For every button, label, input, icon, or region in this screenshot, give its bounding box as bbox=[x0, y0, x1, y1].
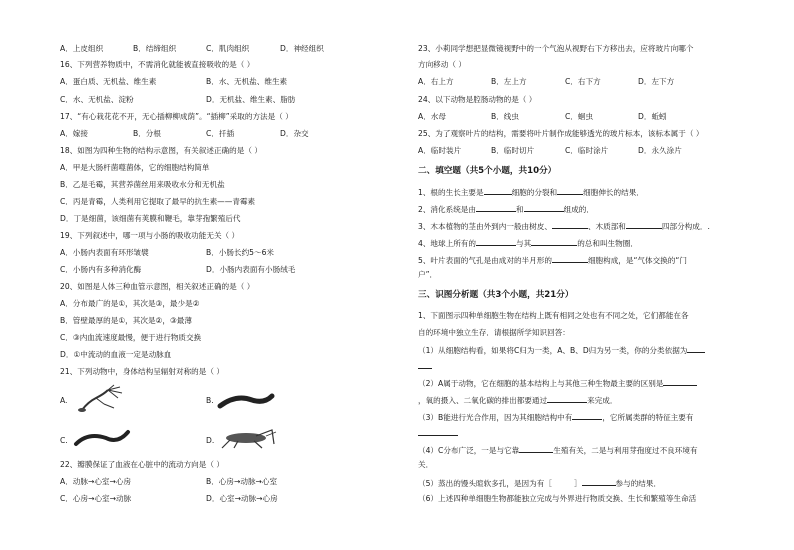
q17-option-d: D．杂交 bbox=[280, 129, 309, 138]
fill-1-part1: 1、根的生长主要是 bbox=[418, 188, 484, 197]
q20-option-b: B．管壁最厚的是①，其次是②，③最薄 bbox=[60, 316, 192, 325]
q20-stem: 20、如图是人体三种血管示意图，相关叙述正确的是（ ） bbox=[60, 282, 255, 291]
q22-option-d: D．心室→动脉→心房 bbox=[206, 494, 278, 503]
p1-q2-line2 bbox=[418, 394, 617, 406]
q21-option-b: B. bbox=[206, 396, 214, 405]
fill-3 bbox=[418, 220, 710, 232]
section-3-heading: 三、识图分析题（共3个小题，共21分） bbox=[418, 290, 574, 300]
p1-q6: （6）上述四种单细胞生物都能独立完成与外界进行物质交换、生长和繁殖等生命活 bbox=[418, 494, 697, 503]
p1-q3-text: （3）B能进行光合作用，因为其细胞结构中有 bbox=[418, 413, 573, 422]
blank[interactable] bbox=[552, 220, 588, 229]
fill-5-part1: 5、叶片表面的气孔是由成对的半月形的 bbox=[418, 256, 552, 265]
blank[interactable] bbox=[418, 360, 432, 369]
blank[interactable] bbox=[626, 220, 662, 229]
p1-q3-line2 bbox=[418, 427, 458, 439]
q23-option-a: A．右上方 bbox=[418, 77, 454, 86]
q24-option-b: B．线虫 bbox=[491, 112, 519, 121]
q23-option-d: D．左下方 bbox=[638, 77, 675, 86]
p1-q4-line2: 关． bbox=[418, 460, 434, 469]
fill-5-line1 bbox=[418, 254, 687, 266]
q18-option-b: B．乙是毛霉，其营养菌丝用来吸收水分和无机盐 bbox=[60, 180, 225, 189]
grasshopper-image bbox=[216, 426, 278, 450]
hydra-image bbox=[74, 384, 132, 414]
q19-option-a: A．小肠内表面有环形皱襞 bbox=[60, 248, 149, 257]
q16-option-d: D．无机盐、维生素、脂肪 bbox=[206, 95, 296, 104]
blank[interactable] bbox=[557, 186, 583, 195]
fill-4-part3: 的总和叫生物圈． bbox=[577, 239, 638, 248]
q18-option-a: A．甲是大肠杆菌噬菌体，它的细胞结构简单 bbox=[60, 163, 210, 172]
fill-3-part1: 3、木本植物的茎由外到内一般由树皮、 bbox=[418, 222, 552, 231]
fill-3-part3: 四部分构成．. bbox=[661, 222, 710, 231]
q23-option-c: C．右下方 bbox=[565, 77, 601, 86]
p1-q2-text: （2）A属于动物，它在细胞的基本结构上与其他三种生物最主要的区别是 bbox=[418, 379, 664, 388]
q16-option-a: A．蛋白质、无机盐、维生素 bbox=[60, 77, 157, 86]
p1-q2-text2: ，氧的摄入、二氧化碳的排出都要通过 bbox=[418, 396, 548, 405]
p1-q3 bbox=[418, 411, 693, 423]
q19-option-b: B．小肠长约5～6米 bbox=[206, 248, 275, 257]
q19-option-d: D．小肠内表面有小肠绒毛 bbox=[206, 265, 296, 274]
q21-stem: 21、下列动物中，身体结构呈辐射对称的是（ ） bbox=[60, 367, 224, 376]
blank[interactable] bbox=[484, 186, 512, 195]
leech-image bbox=[216, 390, 276, 412]
q16-stem: 16、下列营养物质中，不需消化就能被直接吸收的是（ ） bbox=[60, 60, 255, 69]
q15-option-b: B．结缔组织 bbox=[133, 44, 177, 53]
fill-4 bbox=[418, 237, 638, 249]
q23-option-b: B．左上方 bbox=[491, 77, 527, 86]
p1-q5-text2: ］ bbox=[573, 479, 582, 488]
q17-option-a: A．嫁接 bbox=[60, 129, 88, 138]
blank[interactable] bbox=[582, 477, 616, 486]
q20-option-d: D．①中流动的血液一定是动脉血 bbox=[60, 350, 172, 359]
q24-stem: 24、以下动物是腔肠动物的是（ ） bbox=[418, 95, 537, 104]
q22-option-b: B．心房→动脉→心室 bbox=[206, 477, 278, 486]
fill-5-line2: 户”． bbox=[418, 270, 438, 279]
blank[interactable] bbox=[547, 394, 587, 403]
q15-option-a: A．上皮组织 bbox=[60, 44, 104, 53]
q23-stem-line2: 方向移动（ ） bbox=[418, 60, 466, 69]
p1-intro-line2: 自的环境中独立生存．请根据所学知识回答： bbox=[418, 328, 570, 337]
p1-q4 bbox=[418, 444, 698, 456]
blank[interactable] bbox=[531, 237, 577, 246]
p1-q2-text3: 来完成． bbox=[587, 396, 618, 405]
p1-q5-text: （5）蒸出的馒头暄软多孔，是因为有［ bbox=[418, 479, 552, 488]
fill-1-part3: 细胞伸长的结果． bbox=[583, 188, 644, 197]
p1-q4-text2: 生殖有关，二是与利用芽孢度过不良环境有 bbox=[553, 446, 698, 455]
fill-2 bbox=[418, 203, 594, 215]
q25-option-b: B．临时切片 bbox=[491, 146, 535, 155]
earthworm-image bbox=[72, 428, 132, 450]
p1-q1 bbox=[418, 344, 705, 356]
q22-option-c: C．心房→心室→动脉 bbox=[60, 494, 132, 503]
q22-stem: 22、瓣膜保证了血液在心脏中的流动方向是（ ） bbox=[60, 460, 224, 469]
q24-option-c: C．蛔虫 bbox=[565, 112, 594, 121]
p1-q1-text: （1）从细胞结构看，如果将C归为一类，A、B、D归为另一类，你的分类依据为 bbox=[418, 346, 688, 355]
blank[interactable] bbox=[476, 237, 516, 246]
q17-option-c: C．扦插 bbox=[206, 129, 235, 138]
p1-intro-line1: 1、下面图示四种单细胞生物在结构上既有相同之处也有不同之处，它们都能在各 bbox=[418, 311, 689, 320]
p1-q3-text2: ，它所属类群的特征主要有 bbox=[602, 413, 694, 422]
p1-q2-line1 bbox=[418, 377, 697, 389]
fill-4-part2: 与其 bbox=[516, 239, 532, 248]
blank[interactable] bbox=[663, 377, 697, 386]
p1-q1-blank-line bbox=[418, 360, 738, 372]
fill-4-part1: 4、地球上所有的 bbox=[418, 239, 476, 248]
q21-option-c: C. bbox=[60, 436, 68, 445]
q23-stem-line1: 23、小莉同学想把显微镜视野中的一个气泡从视野右下方移出去，应将玻片向哪个 bbox=[418, 44, 694, 53]
fill-3-part2: 、木质部和 bbox=[587, 222, 626, 231]
blank[interactable] bbox=[476, 203, 516, 212]
q18-option-c: C．丙是青霉，人类利用它提取了最早的抗生素——青霉素 bbox=[60, 197, 256, 206]
p1-q5 bbox=[418, 477, 661, 489]
fill-2-part3: 组成的． bbox=[563, 205, 594, 214]
q17-option-b: B．分根 bbox=[133, 129, 161, 138]
q16-option-c: C．水、无机盐、淀粉 bbox=[60, 95, 134, 104]
fill-5-part2: 细胞构成，是“气体交换的“门 bbox=[587, 256, 687, 265]
q19-option-c: C．小肠内有多种消化酶 bbox=[60, 265, 142, 274]
q25-stem: 25、为了观察叶片的结构，需要将叶片制作成能够透光的玻片标本，该标本属于（ ） bbox=[418, 129, 704, 138]
fill-1 bbox=[418, 186, 644, 198]
q18-stem: 18、如图为四种生物的结构示意图，有关叙述正确的是（ ） bbox=[60, 146, 262, 155]
fill-2-part2: 和 bbox=[516, 205, 524, 214]
fill-2-part1: 2、消化系统是由 bbox=[418, 205, 476, 214]
q21-option-a: A. bbox=[60, 396, 68, 405]
q25-option-d: D．永久涂片 bbox=[638, 146, 682, 155]
blank[interactable] bbox=[572, 411, 602, 420]
q15-option-c: C．肌肉组织 bbox=[206, 44, 250, 53]
blank[interactable] bbox=[687, 344, 705, 353]
blank[interactable] bbox=[519, 444, 553, 453]
q22-option-a: A．动脉→心室→心房 bbox=[60, 477, 132, 486]
q25-option-a: A．临时装片 bbox=[418, 146, 462, 155]
q17-stem: 17、“有心栽花花不开，无心插柳柳成荫”。“插柳”采取的方法是（ ） bbox=[60, 112, 293, 121]
q18-option-d: D．丁是细菌，该细菌有荚膜和鞭毛，靠芽孢繁殖后代 bbox=[60, 214, 241, 223]
q19-stem: 19、下列叙述中，哪一项与小肠的吸收功能无关（ ） bbox=[60, 231, 240, 240]
q21-option-d: D. bbox=[206, 436, 215, 445]
q25-option-c: C．临时涂片 bbox=[565, 146, 609, 155]
q16-option-b: B．水、无机盐、维生素 bbox=[206, 77, 288, 86]
blank[interactable] bbox=[552, 478, 574, 486]
q20-option-c: C．③内血流速度最慢，便于进行物质交换 bbox=[60, 333, 202, 342]
fill-1-part2: 细胞的分裂和 bbox=[511, 188, 558, 197]
p1-q4-text: （4）C分布广泛，一是与它靠 bbox=[418, 446, 520, 455]
p1-q5-text3: 参与的结果． bbox=[615, 479, 662, 488]
q20-option-a: A．分布最广的是①，其次是③，最少是② bbox=[60, 299, 200, 308]
blank[interactable] bbox=[524, 203, 564, 212]
q24-option-a: A．水母 bbox=[418, 112, 446, 121]
blank[interactable] bbox=[418, 427, 458, 436]
blank[interactable] bbox=[552, 254, 588, 263]
section-2-heading: 二、填空题（共5个小题，共10分） bbox=[418, 166, 557, 176]
q15-option-d: D．神经组织 bbox=[280, 44, 324, 53]
q24-option-d: D．蚯蚓 bbox=[638, 112, 667, 121]
